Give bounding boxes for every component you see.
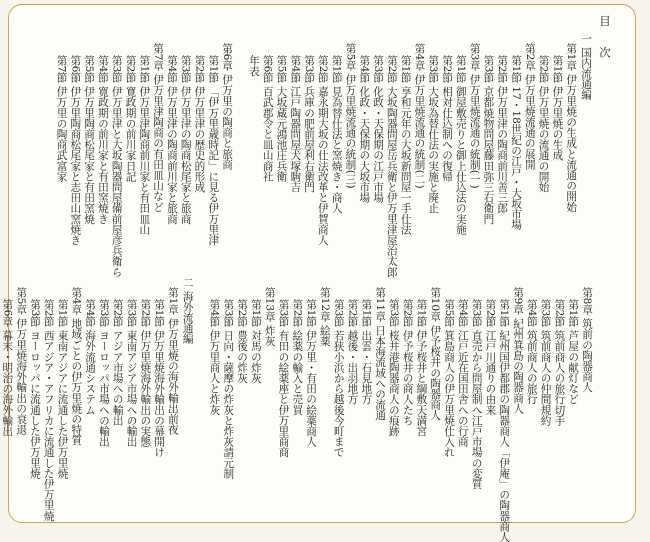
toc-section: 第5節 大坂蔵元鴻池庄兵衛 — [275, 55, 288, 182]
toc-section: 第1節 伊万里津陶商前川家と有田皿山 — [138, 55, 151, 235]
toc-chapter: 第9章 紀州箕島の陶器商人 — [512, 287, 525, 414]
toc-section: 第1節 対馬の炸灰 — [249, 299, 262, 384]
toc-chapter: 第6章 伊万里の陶商と旅商 — [221, 43, 234, 170]
toc-section: 第2節 豊後の炸灰 — [236, 299, 249, 384]
toc-section: 第3節 化政・天保期の江戸市場 — [372, 55, 385, 203]
toc-section: 第1節 「伊万里歳時記」に見る伊万里津 — [207, 55, 220, 246]
toc-section: 第1節 17・18世紀の江戸・大坂市場 — [510, 55, 523, 230]
toc-section: 第1節 芦屋の献灯など — [567, 299, 580, 405]
toc-top-block — [54, 33, 593, 278]
toc-section: 第2節 寛政期の前川家日記 — [124, 55, 137, 182]
toc-section: 第1節 伊予桜井と綱敷天満宮 — [415, 299, 428, 437]
toc-section: 第3節 ヨーロッパ市場への輸出 — [97, 299, 110, 447]
toc-chapter: 第3章 伊万里焼流通の統制(一) — [468, 43, 481, 189]
toc-section: 第3節 筑前商人の仲間規約 — [539, 299, 552, 426]
toc-section: 第2節 筑前商人の旅行切手 — [553, 299, 566, 426]
toc-section: 第2節 伊万里焼の流通の開始 — [537, 55, 550, 193]
toc-chapter: 第1章 伊万里焼の海外輸出前夜 — [166, 287, 179, 435]
toc-section: 第1節 見為替仕法と窯焼き・商人 — [330, 55, 343, 214]
toc-section: 第1節 伊万里焼海外輸出の幕開け — [153, 299, 166, 458]
toc-section: 第1節 伊万里・有田の絵薬商人 — [305, 299, 318, 447]
toc-section: 第6節 百武郡令と皿山商社 — [261, 55, 274, 182]
toc-chapter: 第4章 地域ごとの伊万里焼の特質 — [70, 287, 83, 446]
toc-section: 第2節 伊万里津の陶商前川善三郎 — [496, 55, 509, 214]
toc-part-heading: 二 海外流通編 — [181, 277, 194, 344]
toc-section: 年表 — [247, 55, 260, 77]
toc-section: 第1節 享和元年の大坂新問屋一手仕法 — [399, 55, 412, 235]
toc-section: 第1節 紀州国伊都郡の陶器商人「伊庵」の陶器商人 — [498, 299, 511, 542]
toc-section: 第4節 筑前商人の旅行 — [525, 299, 538, 405]
toc-section: 第3節 日向・薩摩の炸灰と炸灰請元制 — [222, 299, 235, 479]
toc-section: 第4節 伊万里津の陶商前川家と旅商 — [165, 55, 178, 225]
toc-chapter: 第8章 筑前の陶器商人 — [581, 287, 593, 393]
toc-section: 第2節 大坂陶器問屋岳兵衛と伊万里津屋治太郎 — [385, 55, 398, 278]
toc-part-heading: 一 国内流通編 — [580, 33, 592, 100]
toc-section: 第2節 嘉永期大坂の仕法改革と伊賀商人 — [316, 55, 329, 246]
toc-chapter: 第2章 伊万里焼流通の展開 — [523, 43, 536, 170]
toc-section: 第3節 直売から問屋制へ江戸市場の変質 — [470, 299, 483, 490]
toc-chapter: 第12章 絵薬 — [318, 287, 331, 347]
toc-section: 第4節 海外流通システム — [84, 299, 97, 416]
toc-section: 第2節 相対仕込制への復帰 — [441, 55, 454, 182]
toc-chapter: 第10章 伊予桜井の陶器商人 — [429, 287, 442, 421]
toc-chapter: 第1章 伊万里焼の生成と流通の開始 — [565, 43, 578, 213]
toc-chapter: 第5章 伊万里焼海外輸出の衰退 — [15, 287, 28, 435]
toc-section: 第7節 伊万里の陶商武富家 — [55, 55, 68, 182]
toc-section: 第5節 伊万里陶商松尾家と有田窯焼 — [83, 55, 96, 225]
toc-bottom-block — [0, 277, 593, 542]
toc-section: 第6節 伊万里陶商松尾家と志田山窯焼き — [69, 55, 82, 246]
toc-chapter: 第4章 伊万里焼流通の統制(二) — [413, 43, 426, 189]
toc-section: 第3節 伊万里津の陶商松尾家と旅商 — [179, 55, 192, 225]
toc-section: 第4節 寛政期の前川家と有田窯焼き — [96, 55, 109, 225]
toc-section: 第4節 江戸近在国田舎への行商 — [456, 299, 469, 447]
toc-chapter: 第5章 伊万里焼流通の統制(三) — [344, 43, 357, 189]
toc-chapter: 第13章 炸灰 — [263, 287, 276, 347]
toc-section: 第3節 兵庫の肥前屋利右衛門 — [303, 55, 316, 193]
toc-section: 第4節 化政・天保期の大坂市場 — [358, 55, 371, 203]
toc-section: 第4節 江戸陶器問屋犬塚駒吉 — [289, 55, 302, 193]
toc-title: 目 次 — [598, 15, 612, 66]
toc-section: 第1節 伊万里焼の生成 — [551, 55, 564, 161]
toc-section: 第3節 京都焼物問屋藤田弥三右衛門 — [482, 55, 495, 225]
toc-section: 第3節 若狭小浜から越後今町まで — [332, 299, 345, 458]
toc-section: 第2節 伊万里焼海外輸出の実態 — [139, 299, 152, 447]
toc-section: 第3節 東南アジア市場への輸出 — [125, 299, 138, 447]
toc-section: 第2節 伊万里津の歴史的形成 — [193, 55, 206, 193]
toc-section: 第3節 桜井港陶器商人の痕跡 — [387, 299, 400, 437]
toc-section: 第2節 江戸川通りの由来 — [484, 299, 497, 416]
toc-section: 第1節 出雲・石見地方 — [360, 299, 373, 405]
toc-section: 第3節 大坂為替仕法の実施と廃止 — [427, 55, 440, 214]
toc-section: 第2節 アジア市場への輸出 — [111, 299, 124, 426]
toc-chapter: 第11章 日本海流域への流通 — [374, 287, 387, 421]
toc-section: 第1節 御屋敷売りと御上仕込法の実施 — [454, 55, 467, 235]
toc-chapter: 第7章 伊万里津陶商の有田皿山など — [152, 43, 165, 213]
toc-section: 第2節 西アジア・アフリカに流通した伊万里焼 — [42, 299, 55, 522]
toc-section: 第4節 伊万里商人と炸灰 — [208, 299, 221, 416]
toc-section: 第5節 箕島商人の伊万里焼仕入れ — [443, 299, 456, 458]
toc-section: 第3節 有田の絵薬座と伊万里商商 — [277, 299, 290, 458]
toc-section: 第2節 越後・出羽地方 — [346, 299, 359, 405]
toc-frame — [1, 4, 636, 542]
toc-section: 第2節 絵薬の輸入と売買 — [291, 299, 304, 416]
toc-section: 第2節 伊予桜井の商人たち — [401, 299, 414, 426]
toc-section: 第3節 伊万里津と大坂陶器問屋備前屋彦兵衛ら — [110, 55, 123, 278]
toc-section: 第3節 ヨーロッパに流通した伊万里焼 — [28, 299, 41, 479]
toc-section: 第1節 東南アジアに流通した伊万里焼 — [56, 299, 69, 479]
toc-section: 第6章 幕末・明治の海外輸出 — [1, 299, 14, 437]
